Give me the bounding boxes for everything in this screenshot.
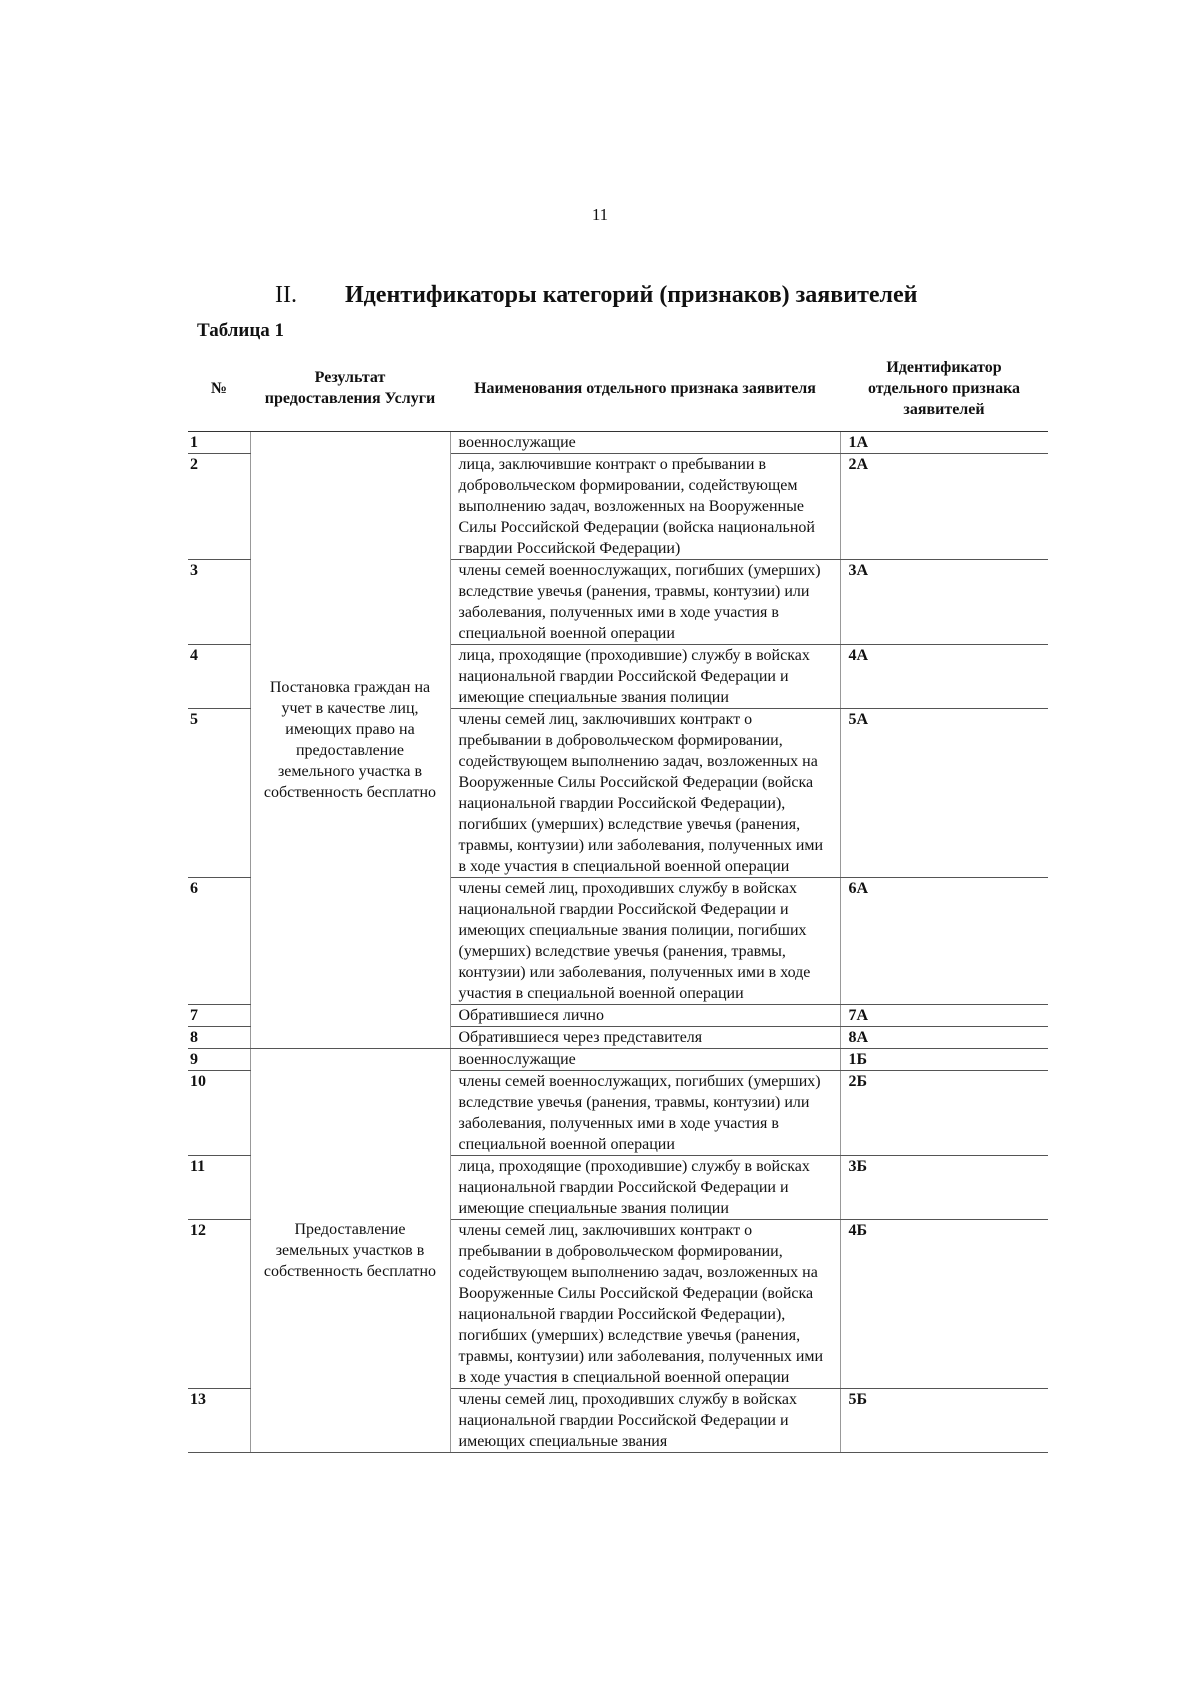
table-header-row	[188, 345, 1048, 432]
row-identifier: 5А	[840, 709, 1048, 878]
row-number: 6	[188, 878, 250, 1005]
row-description: военнослужащие	[450, 1049, 840, 1071]
row-description: Обратившиеся через представителя	[450, 1027, 840, 1049]
row-identifier: 4А	[840, 645, 1048, 709]
table-row	[188, 1049, 1048, 1071]
header-identifier: Идентификатор отдельного признака заявителей	[840, 345, 1048, 432]
row-description: члены семей лиц, проходивших службу в войсках национальной гвардии Российской Федерации и имеющих специальные звания	[450, 1389, 840, 1453]
row-description: лица, проходящие (проходившие) службу в войсках национальной гвардии Российской Федерации и имеющие специальные звания полиции	[450, 645, 840, 709]
header-result: Результат предоставления Услуги	[250, 345, 450, 432]
row-identifier: 1Б	[840, 1049, 1048, 1071]
row-identifier: 5Б	[840, 1389, 1048, 1453]
section-heading	[275, 282, 917, 309]
section-number: II.	[275, 282, 297, 308]
table-label: Таблица 1	[197, 320, 285, 341]
section-title: Идентификаторы категорий (признаков) заявителей	[344, 282, 918, 308]
row-description: члены семей военнослужащих, погибших (умерших) вследствие увечья (ранения, травмы, контузии) или заболевания, полученных ими в ходе участия в специальной военной операции	[450, 560, 840, 645]
row-number: 9	[188, 1049, 250, 1071]
row-description: военнослужащие	[450, 432, 840, 454]
table-row	[188, 432, 1048, 454]
result-cell: Постановка граждан на учет в качестве лиц, имеющих право на предоставление земельного участка в собственность бесплатно	[250, 432, 450, 1049]
row-number: 13	[188, 1389, 250, 1453]
row-number: 1	[188, 432, 250, 454]
row-number: 3	[188, 560, 250, 645]
row-identifier: 1А	[840, 432, 1048, 454]
row-identifier: 3Б	[840, 1156, 1048, 1220]
row-identifier: 6А	[840, 878, 1048, 1005]
row-number: 4	[188, 645, 250, 709]
result-cell: Предоставление земельных участков в собственность бесплатно	[250, 1049, 450, 1453]
header-description: Наименования отдельного признака заявителя	[450, 345, 840, 432]
row-number: 5	[188, 709, 250, 878]
row-number: 2	[188, 454, 250, 560]
row-number: 10	[188, 1071, 250, 1156]
row-identifier: 3А	[840, 560, 1048, 645]
row-number: 8	[188, 1027, 250, 1049]
row-number: 11	[188, 1156, 250, 1220]
row-identifier: 8А	[840, 1027, 1048, 1049]
row-description: члены семей лиц, проходивших службу в войсках национальной гвардии Российской Федерации и имеющих специальные звания полиции, погибших (умерших) вследствие увечья (ранения, травмы, контузии) или заболевания, полученных ими в ходе участия в специальной военной операции	[450, 878, 840, 1005]
row-number: 7	[188, 1005, 250, 1027]
row-description: лица, проходящие (проходившие) службу в войсках национальной гвардии Российской Федерации и имеющие специальные звания полиции	[450, 1156, 840, 1220]
page-number: 11	[591, 205, 609, 224]
header-number: №	[188, 345, 250, 432]
row-description: лица, заключившие контракт о пребывании в добровольческом формировании, содействующем выполнению задач, возложенных на Вооруженные Силы Российской Федерации (войска национальной гвардии Российской Федерации)	[450, 454, 840, 560]
row-description: члены семей лиц, заключивших контракт о пребывании в добровольческом формировании, содействующем выполнению задач, возложенных на Вооруженные Силы Российской Федерации (войска национальной гвардии Российской Федерации), погибших (умерших) вследствие увечья (ранения, травмы, контузии) или заболевания, полученных ими в ходе участия в специальной военной операции	[450, 709, 840, 878]
row-number: 12	[188, 1220, 250, 1389]
row-identifier: 2А	[840, 454, 1048, 560]
row-description: члены семей лиц, заключивших контракт о пребывании в добровольческом формировании, содействующем выполнению задач, возложенных на Вооруженные Силы Российской Федерации (войска национальной гвардии Российской Федерации), погибших (умерших) вследствие увечья (ранения, травмы, контузии) или заболевания, полученных ими в ходе участия в специальной военной операции	[450, 1220, 840, 1389]
row-description: члены семей военнослужащих, погибших (умерших) вследствие увечья (ранения, травмы, контузии) или заболевания, полученных ими в ходе участия в специальной военной операции	[450, 1071, 840, 1156]
row-identifier: 7А	[840, 1005, 1048, 1027]
row-identifier: 2Б	[840, 1071, 1048, 1156]
row-description: Обратившиеся лично	[450, 1005, 840, 1027]
identifiers-table	[188, 345, 1048, 1453]
row-identifier: 4Б	[840, 1220, 1048, 1389]
